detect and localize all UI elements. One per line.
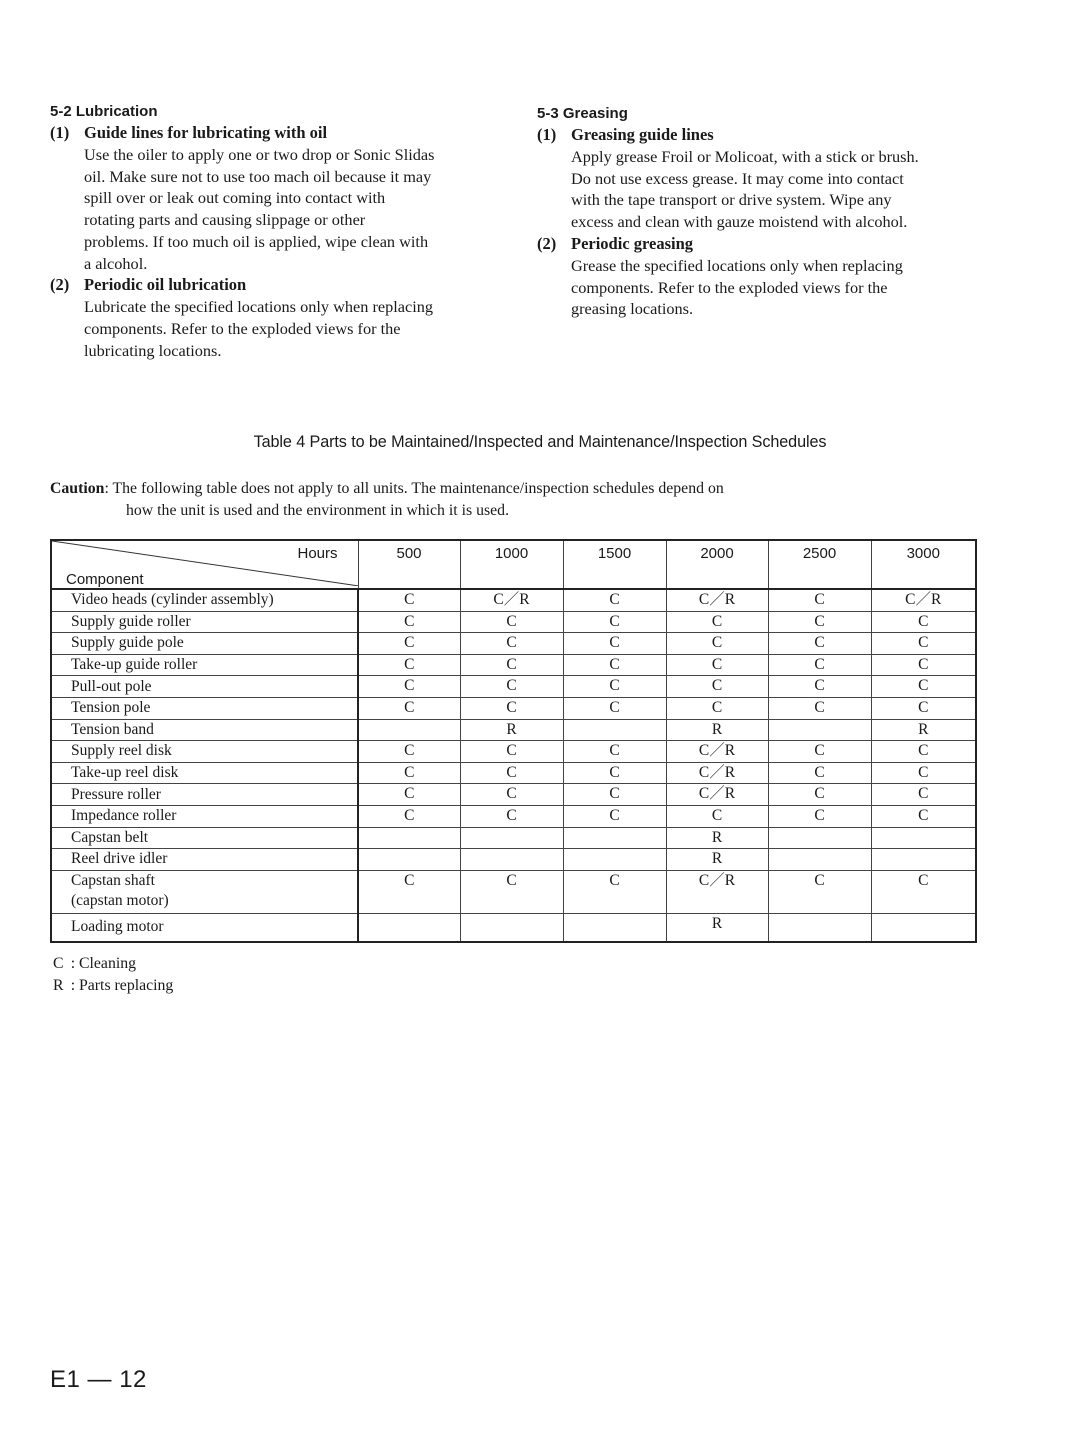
- schedule-cell: C／R: [666, 784, 768, 806]
- table-row: [51, 611, 976, 633]
- table-row: [51, 741, 976, 763]
- schedule-cell: C: [871, 654, 976, 676]
- component-name-subtext: (capstan motor): [71, 891, 169, 909]
- lubrication-section: [50, 102, 520, 361]
- component-name-text: Tension band: [71, 720, 154, 738]
- item-body: [84, 144, 520, 274]
- schedule-cell: C／R: [666, 870, 768, 913]
- table-row: [51, 784, 976, 806]
- schedule-cell: C: [460, 611, 563, 633]
- schedule-cell: C: [768, 611, 871, 633]
- schedule-cell: C: [563, 611, 666, 633]
- item-body: [571, 255, 987, 320]
- schedule-cell: C: [460, 805, 563, 827]
- schedule-cell: C: [358, 633, 460, 655]
- schedule-cell: C: [358, 870, 460, 913]
- item-title: Periodic greasing: [571, 233, 694, 253]
- schedule-cell: [460, 913, 563, 942]
- schedule-cell: C／R: [666, 762, 768, 784]
- body-line: Use the oiler to apply one or two drop or Sonic Slidas: [84, 145, 435, 164]
- section-heading: 5-3 Greasing: [537, 105, 628, 122]
- schedule-cell: C: [358, 762, 460, 784]
- schedule-cell: C: [871, 741, 976, 763]
- schedule-cell: C: [871, 870, 976, 913]
- schedule-cell: C: [871, 676, 976, 698]
- table-row: [51, 719, 976, 741]
- schedule-cell: [460, 827, 563, 849]
- hours-header: 2000: [666, 540, 768, 589]
- legend-key: C: [53, 955, 64, 972]
- item-body: [571, 146, 987, 233]
- legend-separator: :: [70, 976, 76, 994]
- schedule-cell: C: [358, 611, 460, 633]
- schedule-cell: C: [563, 589, 666, 611]
- schedule-cell: [563, 849, 666, 871]
- table-row: [51, 589, 976, 611]
- body-line: Do not use excess grease. It may come into contact: [571, 168, 904, 188]
- schedule-cell: C: [460, 676, 563, 698]
- lubrication-item-1: [50, 122, 520, 274]
- body-line: problems. If too much oil is applied, wipe clean with: [84, 231, 429, 251]
- schedule-cell: [563, 913, 666, 942]
- component-name-text: Supply guide pole: [71, 634, 184, 652]
- greasing-item-1: [537, 124, 987, 233]
- body-line: greasing locations.: [571, 299, 694, 319]
- hours-header: 3000: [871, 540, 976, 589]
- table-row: [51, 827, 976, 849]
- schedule-cell: C／R: [666, 741, 768, 763]
- legend-separator: :: [70, 955, 76, 972]
- schedule-cell: C: [358, 654, 460, 676]
- component-name: [51, 719, 358, 741]
- body-line: components. Refer to the exploded views for the: [571, 277, 888, 297]
- schedule-cell: C: [768, 805, 871, 827]
- body-line: oil. Make sure not to use too mach oil because it may: [84, 166, 432, 186]
- hours-header: 500: [358, 540, 460, 589]
- schedule-cell: C: [768, 741, 871, 763]
- schedule-cell: C: [666, 611, 768, 633]
- schedule-cell: R: [666, 827, 768, 849]
- component-name: [51, 913, 358, 942]
- table-row: [51, 913, 976, 942]
- component-name: [51, 762, 358, 784]
- schedule-cell: C／R: [871, 589, 976, 611]
- component-name: [51, 611, 358, 633]
- table-row: [51, 633, 976, 655]
- component-name-text: Supply reel disk: [71, 742, 172, 760]
- schedule-cell: C: [768, 654, 871, 676]
- body-line: spill over or leak out coming into contact with: [84, 188, 386, 208]
- legend-item: [53, 953, 173, 975]
- schedule-cell: C: [358, 697, 460, 719]
- schedule-cell: [358, 719, 460, 741]
- body-line: Apply grease Froil or Molicoat, with a stick or brush.: [571, 147, 919, 166]
- table-header-row: [51, 540, 976, 589]
- body-line: rotating parts and causing slippage or other: [84, 210, 366, 230]
- component-name-text: Take-up reel disk: [71, 764, 179, 782]
- section-heading: 5-2 Lubrication: [50, 103, 158, 120]
- table-caption: Table 4 Parts to be Maintained/Inspected and Maintenance/Inspection Schedules: [253, 433, 827, 451]
- legend: [53, 953, 173, 996]
- schedule-cell: [460, 849, 563, 871]
- schedule-cell: C: [563, 654, 666, 676]
- schedule-cell: C／R: [666, 589, 768, 611]
- schedule-cell: C: [768, 762, 871, 784]
- item-number: (2): [50, 275, 70, 295]
- component-name-text: Pull-out pole: [71, 677, 152, 695]
- component-name: [51, 741, 358, 763]
- component-name: [51, 633, 358, 655]
- schedule-cell: C: [460, 697, 563, 719]
- schedule-cell: C: [666, 697, 768, 719]
- schedule-cell: C: [871, 611, 976, 633]
- body-line: with the tape transport or drive system. Wipe any: [571, 190, 892, 210]
- body-line: Lubricate the specified locations only when replacing: [84, 297, 434, 317]
- schedule-cell: C: [871, 697, 976, 719]
- component-name: [51, 870, 358, 913]
- schedule-cell: C: [358, 741, 460, 763]
- body-line: a alcohol.: [84, 253, 148, 273]
- schedule-cell: [871, 849, 976, 871]
- schedule-cell: C: [460, 741, 563, 763]
- table-row: [51, 697, 976, 719]
- component-name-text: Loading motor: [71, 918, 164, 936]
- hours-header: 1000: [460, 540, 563, 589]
- component-name-text: Impedance roller: [71, 807, 177, 825]
- component-name: [51, 849, 358, 871]
- schedule-cell: R: [666, 719, 768, 741]
- schedule-cell: C: [666, 654, 768, 676]
- item-body: [84, 296, 520, 361]
- page-number: E1 — 12: [50, 1366, 147, 1393]
- maintenance-schedule-table: [50, 539, 977, 943]
- lubrication-item-2: [50, 274, 520, 361]
- schedule-cell: C: [460, 633, 563, 655]
- schedule-cell: [768, 827, 871, 849]
- schedule-cell: C: [563, 805, 666, 827]
- schedule-cell: C: [563, 741, 666, 763]
- schedule-cell: [358, 827, 460, 849]
- schedule-cell: C: [666, 676, 768, 698]
- hours-header: 1500: [563, 540, 666, 589]
- component-name: [51, 589, 358, 611]
- component-name-text: Pressure roller: [71, 785, 161, 803]
- schedule-cell: C: [768, 784, 871, 806]
- greasing-item-2: [537, 233, 987, 320]
- component-name-text: Supply guide roller: [71, 612, 191, 630]
- schedule-cell: [768, 719, 871, 741]
- schedule-cell: [358, 849, 460, 871]
- body-line: excess and clean with gauze moistend with alcohol.: [571, 212, 908, 232]
- body-line: Grease the specified locations only when replacing: [571, 255, 903, 275]
- caution-label: Caution: [50, 480, 105, 497]
- schedule-cell: C: [460, 784, 563, 806]
- schedule-cell: C: [563, 784, 666, 806]
- schedule-cell: C: [563, 676, 666, 698]
- component-name: [51, 654, 358, 676]
- item-title: Periodic oil lubrication: [84, 275, 247, 295]
- schedule-cell: [871, 827, 976, 849]
- schedule-cell: R: [460, 719, 563, 741]
- table-row: [51, 676, 976, 698]
- item-number: (2): [537, 233, 557, 253]
- table-row: [51, 805, 976, 827]
- table-row: [51, 870, 976, 913]
- schedule-cell: R: [871, 719, 976, 741]
- schedule-cell: C: [666, 633, 768, 655]
- item-title: Guide lines for lubricating with oil: [84, 123, 328, 142]
- legend-label: Parts replacing: [79, 976, 174, 994]
- component-name-text: Tension pole: [71, 699, 151, 717]
- item-number: (1): [537, 125, 557, 144]
- item-title: Greasing guide lines: [571, 125, 714, 144]
- hours-label: Hours: [297, 545, 338, 562]
- schedule-cell: [768, 913, 871, 942]
- legend-key: R: [53, 976, 64, 994]
- component-name: [51, 827, 358, 849]
- schedule-cell: R: [666, 849, 768, 871]
- table-row: [51, 654, 976, 676]
- caution-text: : The following table does not apply to all units. The maintenance/inspection schedules depend on: [104, 480, 724, 497]
- table-row: [51, 762, 976, 784]
- schedule-cell: C: [871, 633, 976, 655]
- corner-header-cell: [51, 540, 358, 589]
- schedule-cell: C: [358, 676, 460, 698]
- component-name-text: Capstan belt: [71, 828, 149, 846]
- schedule-cell: C: [563, 762, 666, 784]
- schedule-cell: C: [871, 784, 976, 806]
- schedule-cell: C: [666, 805, 768, 827]
- schedule-cell: C: [460, 654, 563, 676]
- schedule-cell: C: [563, 697, 666, 719]
- schedule-cell: C: [563, 870, 666, 913]
- schedule-cell: C: [460, 870, 563, 913]
- schedule-cell: C: [563, 633, 666, 655]
- component-name-text: Video heads (cylinder assembly): [71, 591, 274, 609]
- component-name: [51, 697, 358, 719]
- schedule-cell: C: [768, 633, 871, 655]
- schedule-cell: [563, 719, 666, 741]
- schedule-cell: [768, 849, 871, 871]
- caution-text-continued: how the unit is used and the environment in which it is used.: [126, 502, 510, 519]
- schedule-cell: C／R: [460, 589, 563, 611]
- component-name-text: Capstan shaft: [71, 871, 155, 889]
- component-name-text: Reel drive idler: [71, 850, 168, 868]
- schedule-cell: C: [768, 870, 871, 913]
- schedule-cell: C: [358, 589, 460, 611]
- schedule-cell: [871, 913, 976, 942]
- schedule-cell: C: [768, 697, 871, 719]
- schedule-cell: C: [768, 676, 871, 698]
- schedule-cell: C: [871, 762, 976, 784]
- schedule-cell: C: [871, 805, 976, 827]
- body-line: lubricating locations.: [84, 340, 222, 360]
- schedule-cell: R: [666, 913, 768, 942]
- schedule-cell: C: [358, 805, 460, 827]
- caution-note: [50, 478, 950, 522]
- greasing-section: [537, 104, 987, 320]
- legend-label: Cleaning: [79, 955, 137, 972]
- schedule-cell: [358, 913, 460, 942]
- schedule-cell: [563, 827, 666, 849]
- item-number: (1): [50, 123, 70, 142]
- legend-item: [53, 975, 173, 997]
- component-name-text: Take-up guide roller: [71, 656, 198, 674]
- schedule-cell: C: [358, 784, 460, 806]
- component-name: [51, 676, 358, 698]
- table-row: [51, 849, 976, 871]
- component-label: Component: [66, 571, 144, 588]
- schedule-cell: C: [460, 762, 563, 784]
- body-line: components. Refer to the exploded views for the: [84, 318, 401, 338]
- component-name: [51, 805, 358, 827]
- schedule-cell: C: [768, 589, 871, 611]
- hours-header: 2500: [768, 540, 871, 589]
- component-name: [51, 784, 358, 806]
